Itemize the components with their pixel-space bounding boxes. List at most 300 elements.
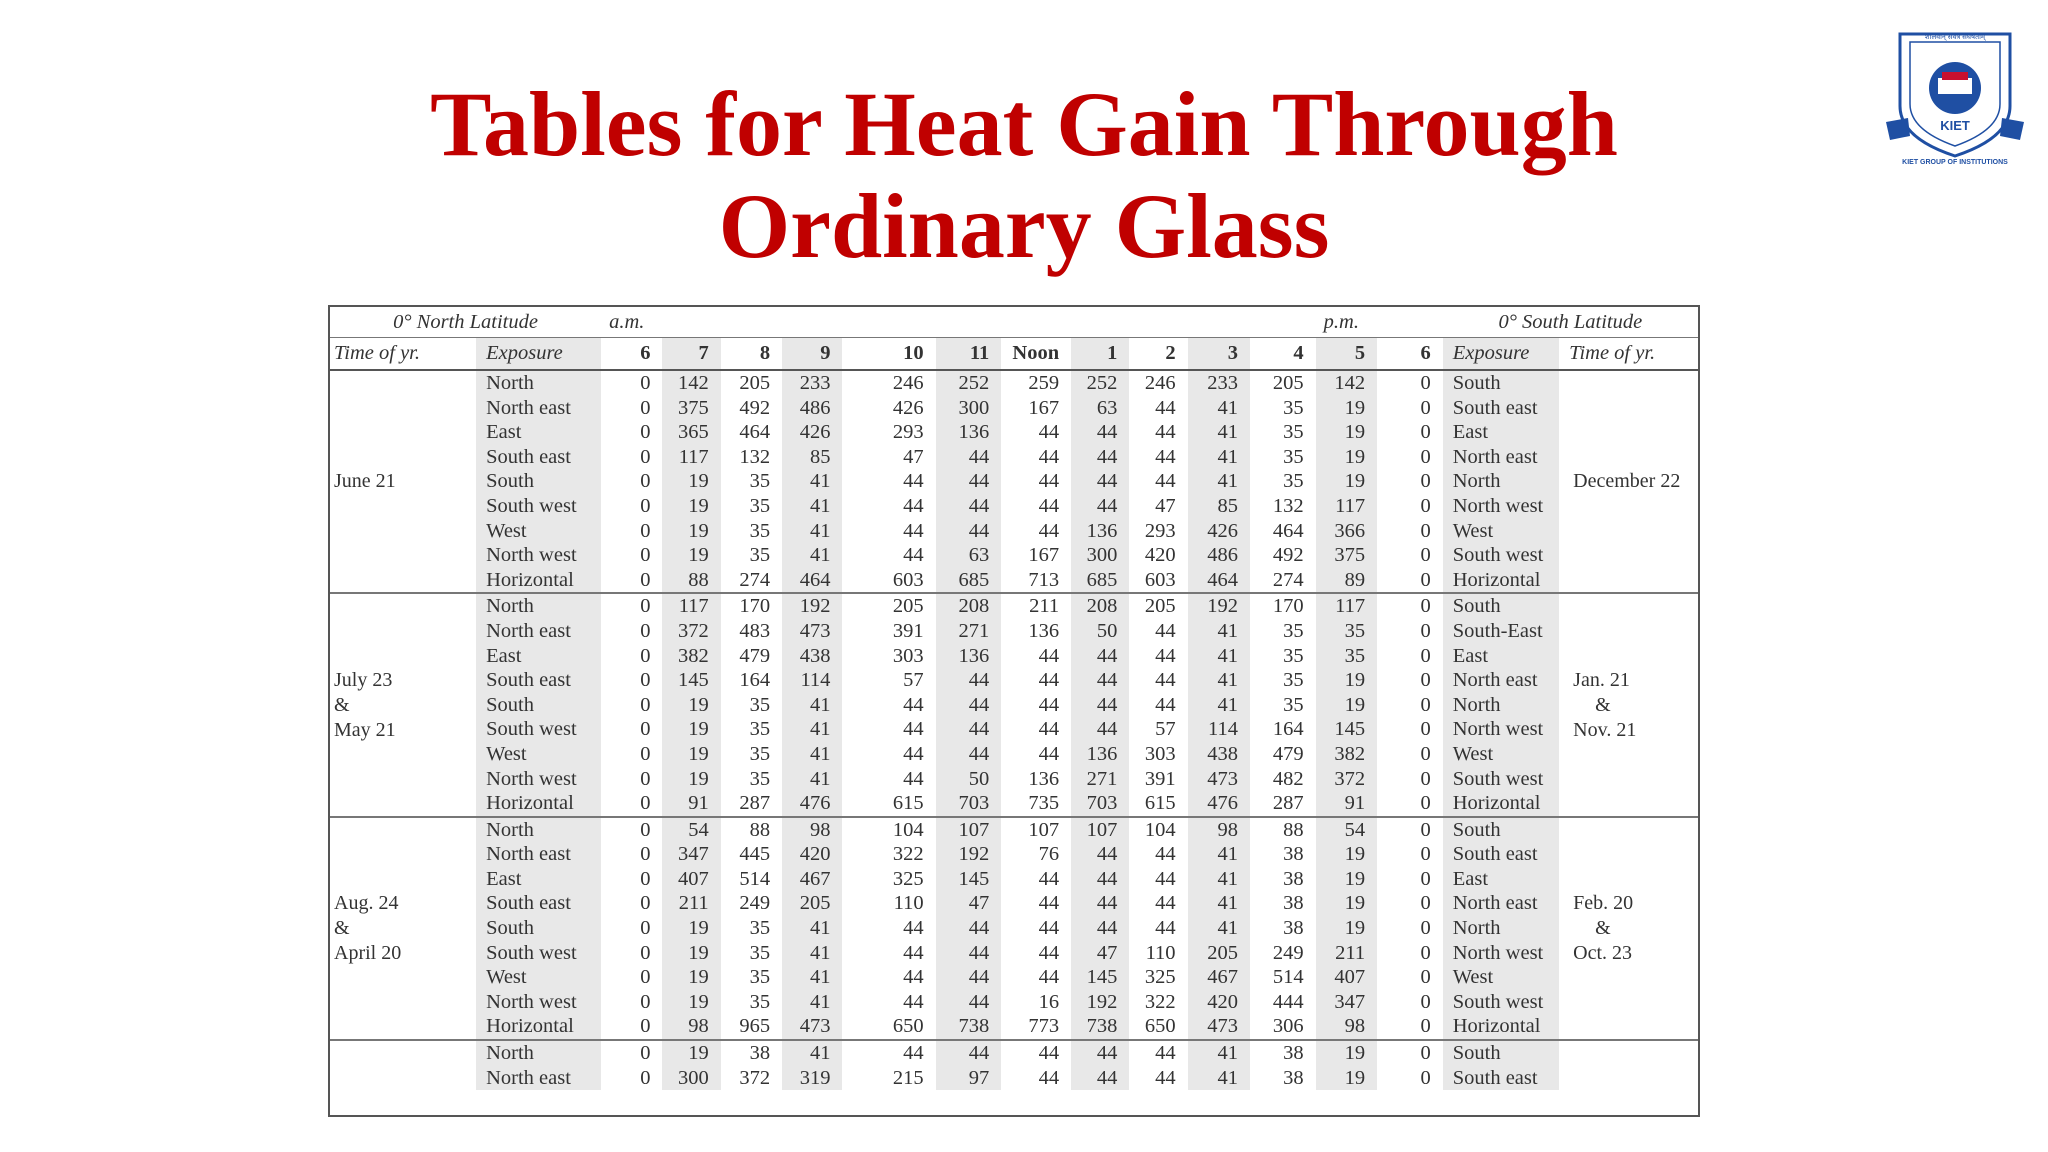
table-row — [330, 817, 1698, 843]
heat-gain-value-2pm: 44 — [1155, 445, 1176, 468]
heat-gain-value-6pm: 0 — [1420, 966, 1431, 989]
heat-gain-value-noon: 167 — [1028, 396, 1060, 419]
heat-gain-value-10am: 650 — [892, 1015, 924, 1038]
heat-gain-value-6pm: 0 — [1420, 568, 1431, 591]
heat-gain-value-noon: 44 — [1038, 1066, 1060, 1089]
heat-gain-value-2pm: 104 — [1129, 817, 1187, 843]
heat-gain-value-1pm: 44 — [1071, 1066, 1129, 1091]
heat-gain-value-6am: 0 — [640, 396, 651, 419]
heat-gain-value-6pm: 0 — [1420, 867, 1431, 890]
heat-gain-value-5pm: 19 — [1316, 668, 1377, 693]
exposure-right: West — [1443, 742, 1559, 767]
table-row — [330, 990, 1698, 1015]
heat-gain-value-6am: 0 — [601, 370, 662, 396]
heat-gain-value-5pm: 19 — [1316, 693, 1377, 718]
heat-gain-value-4pm: 35 — [1283, 470, 1304, 493]
heat-gain-value-5pm: 19 — [1316, 842, 1377, 867]
heat-gain-value-4pm: 35 — [1283, 421, 1304, 444]
heat-gain-value-4pm: 464 — [1272, 519, 1304, 542]
heat-gain-value-2pm: 44 — [1155, 421, 1176, 444]
heat-gain-value-10am: 44 — [903, 544, 924, 567]
heat-gain-value-6am: 0 — [640, 494, 651, 517]
heat-gain-value-6am: 0 — [640, 470, 651, 493]
time-of-year-left-line: May 21 — [334, 718, 396, 741]
heat-gain-value-6pm: 0 — [1420, 494, 1431, 517]
hour-header-8am: 8 — [721, 338, 782, 371]
heat-gain-value-9am: 114 — [782, 668, 842, 693]
heat-gain-value-3pm: 473 — [1188, 767, 1250, 792]
exposure-right: South — [1443, 1040, 1559, 1066]
heat-gain-value-6am: 0 — [601, 817, 662, 843]
heat-gain-value-noon: 44 — [1038, 917, 1060, 940]
heat-gain-value-4pm: 35 — [1283, 669, 1304, 692]
heat-gain-value-2pm: 325 — [1144, 966, 1176, 989]
time-of-year-right-line: Feb. 20 — [1573, 891, 1634, 914]
heat-gain-value-8am: 132 — [739, 445, 771, 468]
heat-gain-value-7am: 19 — [662, 717, 720, 742]
exposure-left: East — [476, 644, 601, 669]
heat-gain-value-4pm: 35 — [1283, 619, 1304, 642]
heat-gain-value-9am: 473 — [782, 1014, 842, 1040]
heat-gain-value-2pm: 205 — [1129, 593, 1187, 619]
heat-gain-value-8am: 287 — [739, 792, 771, 815]
heat-gain-value-3pm: 41 — [1188, 420, 1250, 445]
time-of-year-left-line: Aug. 24 — [334, 891, 399, 914]
heat-gain-value-1pm: 44 — [1071, 1040, 1129, 1066]
heat-gain-value-11am: 50 — [936, 767, 1002, 792]
heat-gain-value-7am: 19 — [662, 693, 720, 718]
heat-gain-value-8am: 35 — [749, 767, 771, 790]
heat-gain-value-10am: 603 — [892, 568, 924, 591]
heat-gain-value-noon: 211 — [1001, 593, 1071, 619]
heat-gain-value-4pm: 205 — [1250, 370, 1316, 396]
exposure-left: North east — [476, 1066, 601, 1091]
heat-gain-value-noon: 107 — [1001, 817, 1071, 843]
heat-gain-value-9am: 420 — [782, 842, 842, 867]
heat-gain-value-5pm: 19 — [1316, 1040, 1377, 1066]
heat-gain-value-5pm: 382 — [1316, 742, 1377, 767]
heat-gain-value-7am: 365 — [662, 420, 720, 445]
heat-gain-value-10am: 44 — [903, 470, 924, 493]
heat-gain-value-1pm: 44 — [1071, 445, 1129, 470]
heat-gain-value-9am: 319 — [782, 1066, 842, 1091]
heat-gain-value-6pm: 0 — [1377, 817, 1443, 843]
heat-gain-value-4pm: 249 — [1272, 941, 1304, 964]
heat-gain-value-noon: 44 — [1001, 1040, 1071, 1066]
heat-gain-value-5pm: 117 — [1316, 593, 1377, 619]
heat-gain-value-3pm: 41 — [1188, 1040, 1250, 1066]
heat-gain-value-5pm: 117 — [1316, 494, 1377, 519]
heat-gain-value-4pm: 492 — [1272, 544, 1304, 567]
table-row — [330, 965, 1698, 990]
heat-gain-value-11am: 44 — [936, 717, 1002, 742]
heat-gain-value-2pm: 47 — [1155, 494, 1176, 517]
time-of-year-right-line: Jan. 21 — [1573, 668, 1630, 691]
heat-gain-value-8am: 164 — [739, 669, 771, 692]
heat-gain-value-1pm: 252 — [1071, 370, 1129, 396]
heat-gain-value-6am: 0 — [640, 693, 651, 716]
heat-gain-value-2pm: 44 — [1155, 917, 1176, 940]
heat-gain-value-10am: 325 — [892, 867, 924, 890]
heat-gain-value-3pm: 467 — [1188, 965, 1250, 990]
logo-badge-text: KIET — [1940, 118, 1970, 133]
exposure-left: North east — [476, 619, 601, 644]
heat-gain-value-3pm: 464 — [1188, 568, 1250, 594]
heat-gain-value-4pm: 88 — [1250, 817, 1316, 843]
heat-gain-value-noon: 773 — [1028, 1015, 1060, 1038]
heat-gain-value-9am: 41 — [782, 494, 842, 519]
heat-gain-value-3pm: 41 — [1188, 842, 1250, 867]
time-of-year-right-line: Nov. 21 — [1573, 718, 1637, 741]
heat-gain-value-5pm: 98 — [1316, 1014, 1377, 1040]
heat-gain-value-11am: 703 — [936, 791, 1002, 817]
heat-gain-value-2pm: 57 — [1155, 718, 1176, 741]
heat-gain-value-6am: 0 — [640, 966, 651, 989]
exposure-right: South-East — [1443, 619, 1559, 644]
heat-gain-value-1pm: 192 — [1071, 990, 1129, 1015]
heat-gain-value-1pm: 703 — [1071, 791, 1129, 817]
exposure-right: East — [1443, 420, 1559, 445]
heat-gain-value-11am: 271 — [936, 619, 1002, 644]
exposure-right: Horizontal — [1443, 791, 1559, 817]
heat-gain-value-4pm: 38 — [1250, 1040, 1316, 1066]
heat-gain-value-noon: 76 — [1038, 843, 1060, 866]
time-of-year-right-line: & — [1595, 693, 1611, 716]
heat-gain-value-6am: 0 — [640, 767, 651, 790]
heat-gain-value-7am: 19 — [662, 965, 720, 990]
exposure-left: South west — [476, 941, 601, 966]
exposure-left: North east — [476, 842, 601, 867]
time-of-year-right-line: Oct. 23 — [1573, 941, 1633, 964]
table-row — [330, 916, 1698, 941]
heat-gain-value-11am: 47 — [936, 891, 1002, 916]
time-of-year-left — [330, 593, 476, 816]
heat-gain-value-3pm: 420 — [1188, 990, 1250, 1015]
heat-gain-value-4pm: 444 — [1272, 990, 1304, 1013]
heat-gain-value-8am: 35 — [749, 494, 771, 517]
heat-gain-value-2pm: 44 — [1155, 1066, 1176, 1089]
heat-gain-value-9am: 205 — [782, 891, 842, 916]
heat-gain-value-7am: 19 — [662, 916, 720, 941]
heat-gain-value-6am: 0 — [640, 941, 651, 964]
heat-gain-value-10am: 44 — [842, 1040, 935, 1066]
heat-gain-value-6pm: 0 — [1420, 470, 1431, 493]
heat-gain-value-7am: 91 — [662, 791, 720, 817]
heat-gain-value-10am: 44 — [903, 966, 924, 989]
heat-gain-value-2pm: 44 — [1155, 396, 1176, 419]
heat-gain-value-6pm: 0 — [1420, 941, 1431, 964]
time-of-year-left — [330, 1040, 476, 1090]
exposure-left: South east — [476, 445, 601, 470]
heat-gain-value-4pm: 306 — [1272, 1015, 1304, 1038]
exposure-right: North east — [1443, 668, 1559, 693]
heat-gain-value-noon: 259 — [1001, 370, 1071, 396]
heat-gain-value-6am: 0 — [640, 544, 651, 567]
heat-gain-value-9am: 476 — [782, 791, 842, 817]
heat-gain-value-3pm: 473 — [1188, 1014, 1250, 1040]
exposure-header-right: Exposure — [1443, 338, 1559, 371]
heat-gain-value-11am: 145 — [936, 867, 1002, 892]
heat-gain-value-8am: 38 — [721, 1040, 782, 1066]
heat-gain-value-5pm: 211 — [1316, 941, 1377, 966]
table-row — [330, 941, 1698, 966]
heat-gain-value-6am: 0 — [640, 990, 651, 1013]
heat-gain-value-noon: 167 — [1028, 544, 1060, 567]
heat-gain-value-noon: 44 — [1038, 742, 1060, 765]
heat-gain-value-6am: 0 — [640, 742, 651, 765]
heat-gain-value-2pm: 650 — [1144, 1015, 1176, 1038]
heat-gain-value-8am: 35 — [749, 544, 771, 567]
heat-gain-value-8am: 88 — [721, 817, 782, 843]
heat-gain-value-11am: 107 — [936, 817, 1002, 843]
table-row — [330, 842, 1698, 867]
hour-header-4pm: 4 — [1250, 338, 1316, 371]
heat-gain-value-6pm: 0 — [1420, 619, 1431, 642]
heat-gain-value-10am: 104 — [842, 817, 935, 843]
heat-gain-value-6am: 0 — [640, 843, 651, 866]
heat-gain-value-1pm: 44 — [1071, 668, 1129, 693]
hour-header-6am: 6 — [601, 338, 662, 371]
heat-gain-value-2pm: 44 — [1155, 644, 1176, 667]
table-row — [330, 396, 1698, 421]
heat-gain-value-2pm: 44 — [1155, 867, 1176, 890]
exposure-right: South west — [1443, 767, 1559, 792]
heat-gain-value-7am: 117 — [662, 593, 720, 619]
heat-gain-value-11am: 252 — [936, 370, 1002, 396]
exposure-left: West — [476, 742, 601, 767]
exposure-left: South west — [476, 717, 601, 742]
table-row — [330, 494, 1698, 519]
heat-gain-value-6am: 0 — [640, 644, 651, 667]
heat-gain-value-6pm: 0 — [1420, 892, 1431, 915]
heat-gain-value-10am: 44 — [903, 519, 924, 542]
heat-gain-value-noon: 713 — [1028, 568, 1060, 591]
heat-gain-value-1pm: 44 — [1071, 867, 1129, 892]
heat-gain-value-5pm: 19 — [1316, 891, 1377, 916]
heat-gain-value-6pm: 0 — [1420, 421, 1431, 444]
heat-gain-value-4pm: 38 — [1283, 917, 1304, 940]
heat-gain-value-1pm: 44 — [1071, 644, 1129, 669]
heat-gain-value-noon: 44 — [1038, 693, 1060, 716]
heat-gain-value-9am: 41 — [782, 941, 842, 966]
heat-gain-value-8am: 372 — [739, 1066, 771, 1089]
exposure-right: South east — [1443, 396, 1559, 421]
exposure-left: North — [476, 1040, 601, 1066]
heat-gain-value-8am: 35 — [749, 941, 771, 964]
heat-gain-value-3pm: 41 — [1188, 619, 1250, 644]
heat-gain-value-10am: 215 — [892, 1066, 924, 1089]
heat-gain-value-3pm: 41 — [1188, 445, 1250, 470]
heat-gain-value-11am: 97 — [936, 1066, 1002, 1091]
exposure-right: West — [1443, 519, 1559, 544]
heat-gain-value-7am: 382 — [662, 644, 720, 669]
exposure-left: South — [476, 469, 601, 494]
heat-gain-value-2pm: 110 — [1145, 941, 1176, 964]
exposure-left: Horizontal — [476, 791, 601, 817]
heat-gain-value-6am: 0 — [640, 669, 651, 692]
exposure-left: North — [476, 593, 601, 619]
hour-header-9am: 9 — [782, 338, 842, 371]
heat-gain-value-9am: 85 — [782, 445, 842, 470]
hour-header-6pm: 6 — [1377, 338, 1443, 371]
exposure-right: South west — [1443, 990, 1559, 1015]
exposure-left: South east — [476, 668, 601, 693]
heat-gain-value-7am: 211 — [662, 891, 720, 916]
heat-gain-value-6am: 0 — [640, 421, 651, 444]
exposure-right: North — [1443, 916, 1559, 941]
heat-gain-value-7am: 19 — [662, 990, 720, 1015]
heat-gain-value-9am: 41 — [782, 543, 842, 568]
header-row-latitude — [330, 307, 1698, 338]
heat-gain-value-6pm: 0 — [1420, 519, 1431, 542]
north-latitude-label: 0° North Latitude — [330, 307, 601, 338]
heat-gain-value-11am: 63 — [936, 543, 1002, 568]
heat-gain-value-11am: 44 — [936, 445, 1002, 470]
exposure-left: West — [476, 965, 601, 990]
heat-gain-value-6pm: 0 — [1420, 693, 1431, 716]
heat-gain-value-6pm: 0 — [1377, 593, 1443, 619]
table-row — [330, 891, 1698, 916]
heat-gain-value-noon: 44 — [1038, 519, 1060, 542]
heat-gain-value-7am: 19 — [662, 543, 720, 568]
heat-gain-value-10am: 44 — [903, 767, 924, 790]
hour-header-11am: 11 — [936, 338, 1002, 371]
heat-gain-value-noon: 136 — [1028, 767, 1060, 790]
heat-gain-value-11am: 44 — [936, 742, 1002, 767]
time-of-year-left-line: & — [334, 916, 350, 939]
heat-gain-value-4pm: 287 — [1272, 792, 1304, 815]
heat-gain-value-8am: 35 — [749, 470, 771, 493]
heat-gain-value-6am: 0 — [640, 445, 651, 468]
heat-gain-value-noon: 16 — [1038, 990, 1060, 1013]
exposure-left: North — [476, 370, 601, 396]
hour-header-2pm: 2 — [1129, 338, 1187, 371]
heat-gain-value-noon: 44 — [1038, 421, 1060, 444]
exposure-right: South east — [1443, 842, 1559, 867]
heat-gain-value-8am: 35 — [749, 519, 771, 542]
heat-gain-value-6pm: 0 — [1420, 718, 1431, 741]
heat-gain-value-10am: 110 — [893, 892, 924, 915]
heat-gain-value-2pm: 44 — [1155, 669, 1176, 692]
heat-gain-value-7am: 19 — [662, 767, 720, 792]
heat-gain-value-5pm: 375 — [1316, 543, 1377, 568]
heat-gain-value-8am: 274 — [739, 568, 771, 591]
heat-gain-value-11am: 136 — [936, 644, 1002, 669]
time-of-year-left — [330, 817, 476, 1040]
heat-gain-value-5pm: 407 — [1316, 965, 1377, 990]
heat-gain-value-10am: 246 — [842, 370, 935, 396]
heat-gain-value-5pm: 35 — [1316, 619, 1377, 644]
heat-gain-value-1pm: 44 — [1071, 494, 1129, 519]
heat-gain-value-10am: 44 — [903, 742, 924, 765]
hour-header-3pm: 3 — [1188, 338, 1250, 371]
heat-gain-value-7am: 300 — [662, 1066, 720, 1091]
heat-gain-value-11am: 136 — [936, 420, 1002, 445]
heat-gain-value-8am: 35 — [749, 966, 771, 989]
heat-gain-value-11am: 44 — [936, 469, 1002, 494]
exposure-left: North west — [476, 990, 601, 1015]
heat-gain-value-4pm: 35 — [1283, 693, 1304, 716]
heat-gain-value-2pm: 44 — [1129, 1040, 1187, 1066]
heat-gain-value-6am: 0 — [640, 568, 651, 591]
heat-gain-value-6am: 0 — [601, 1040, 662, 1066]
heat-gain-value-1pm: 50 — [1071, 619, 1129, 644]
heat-gain-value-7am: 142 — [662, 370, 720, 396]
heat-gain-value-1pm: 63 — [1071, 396, 1129, 421]
heat-gain-value-8am: 35 — [749, 990, 771, 1013]
heat-gain-value-1pm: 738 — [1071, 1014, 1129, 1040]
exposure-left: South west — [476, 494, 601, 519]
exposure-right: South — [1443, 593, 1559, 619]
header-row-columns — [330, 338, 1698, 371]
heat-gain-value-1pm: 136 — [1071, 742, 1129, 767]
heat-gain-value-3pm: 98 — [1188, 817, 1250, 843]
table-row — [330, 767, 1698, 792]
exposure-left: East — [476, 420, 601, 445]
time-of-year-left-line: July 23 — [334, 668, 393, 691]
heat-gain-value-9am: 41 — [782, 965, 842, 990]
heat-gain-value-3pm: 426 — [1188, 519, 1250, 544]
heat-gain-value-4pm: 38 — [1283, 892, 1304, 915]
table-row — [330, 1040, 1698, 1066]
exposure-left: West — [476, 519, 601, 544]
heat-gain-value-3pm: 41 — [1188, 668, 1250, 693]
heat-gain-value-6pm: 0 — [1420, 644, 1431, 667]
heat-gain-value-4pm: 479 — [1272, 742, 1304, 765]
page-title-line-1: Tables for Heat Gain Through — [430, 73, 1618, 175]
heat-gain-value-3pm: 41 — [1188, 644, 1250, 669]
heat-gain-table — [330, 307, 1698, 1090]
time-of-year-right-line: & — [1595, 916, 1611, 939]
exposure-right: North west — [1443, 941, 1559, 966]
heat-gain-value-6pm: 0 — [1377, 370, 1443, 396]
table-row — [330, 469, 1698, 494]
table-row — [330, 619, 1698, 644]
heat-gain-value-8am: 464 — [739, 421, 771, 444]
heat-gain-value-6am: 0 — [640, 519, 651, 542]
exposure-right: South — [1443, 817, 1559, 843]
exposure-left: Horizontal — [476, 1014, 601, 1040]
heat-gain-value-1pm: 47 — [1071, 941, 1129, 966]
heat-gain-value-4pm: 164 — [1272, 718, 1304, 741]
south-latitude-label: 0° South Latitude — [1443, 307, 1698, 338]
time-of-year-right — [1559, 593, 1698, 816]
time-of-year-left-line: June 21 — [334, 470, 396, 493]
heat-gain-value-6pm: 0 — [1420, 544, 1431, 567]
exposure-left: South east — [476, 891, 601, 916]
heat-gain-value-5pm: 145 — [1316, 717, 1377, 742]
heat-gain-value-5pm: 19 — [1316, 469, 1377, 494]
heat-gain-value-3pm: 41 — [1188, 867, 1250, 892]
exposure-header-left: Exposure — [476, 338, 601, 371]
table-row — [330, 717, 1698, 742]
heat-gain-value-6pm: 0 — [1420, 445, 1431, 468]
heat-gain-value-10am: 293 — [892, 421, 924, 444]
table-row — [330, 693, 1698, 718]
heat-gain-value-1pm: 44 — [1071, 469, 1129, 494]
exposure-right: North east — [1443, 445, 1559, 470]
exposure-right: North west — [1443, 494, 1559, 519]
heat-gain-value-11am: 44 — [936, 990, 1002, 1015]
exposure-right: North east — [1443, 891, 1559, 916]
heat-gain-value-10am: 57 — [903, 669, 924, 692]
time-of-year-left-line: April 20 — [334, 941, 402, 964]
heat-gain-value-9am: 486 — [782, 396, 842, 421]
heat-gain-value-noon: 136 — [1028, 619, 1060, 642]
heat-gain-value-8am: 445 — [739, 843, 771, 866]
page-title-line-2: Ordinary Glass — [718, 175, 1330, 277]
heat-gain-value-2pm: 615 — [1144, 792, 1176, 815]
